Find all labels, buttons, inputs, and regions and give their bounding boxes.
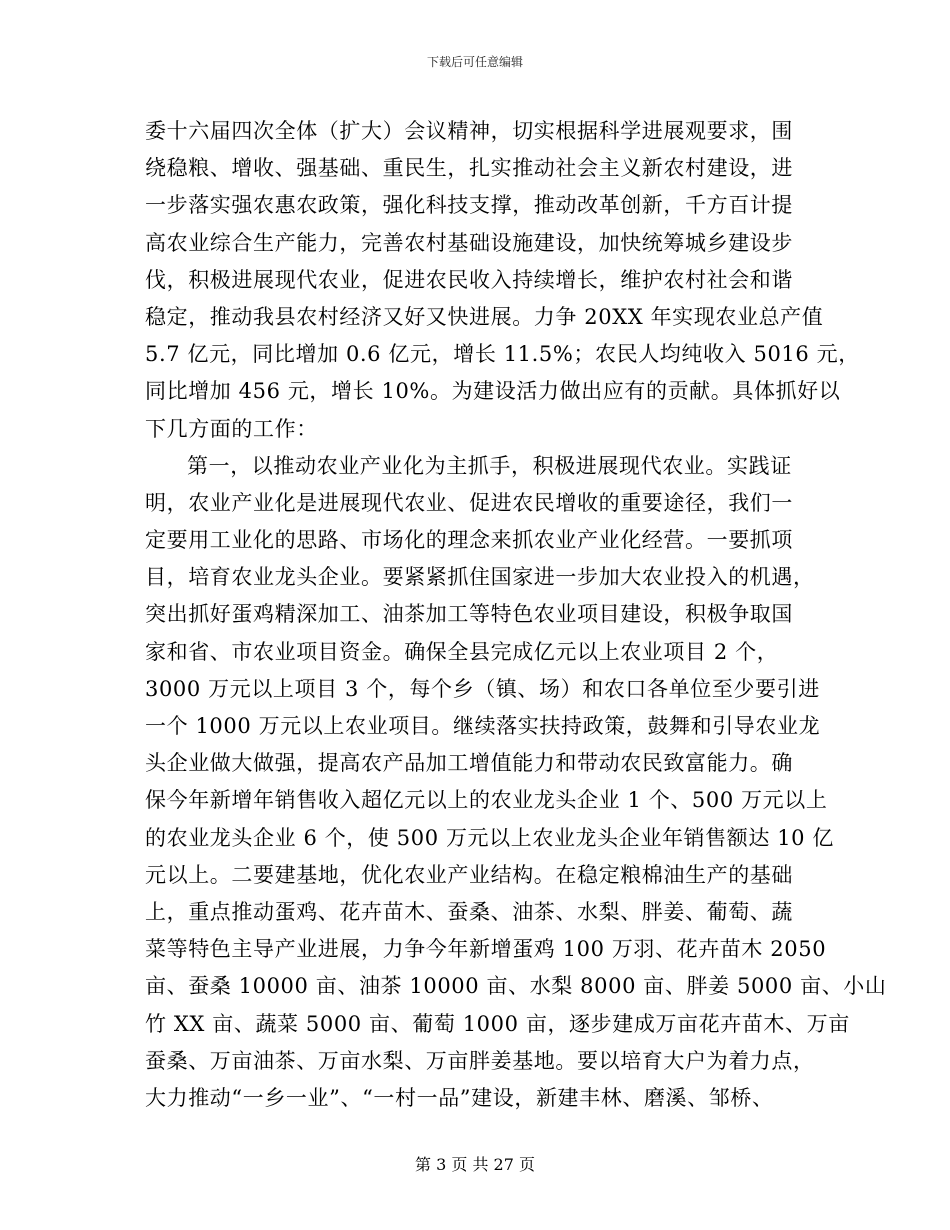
paragraph-first-line: 第一，以推动农业产业化为主抓手，积极进展现代农业。实践证 [187,453,792,478]
text-line: 伐，积极进展现代农业，促进农民收入持续增长，维护农村社会和谐 [145,267,793,292]
text-line: 稳定，推动我县农村经济又好又快进展。力争 20XX 年实现农业总产值 [145,304,824,329]
text-line: 同比增加 456 元，增长 10%。为建设活力做出应有的贡献。具体抓好以 [145,379,841,404]
page-number-footer: 第 3 页 共 27 页 [415,1155,535,1174]
text-line: 保今年新增年销售收入超亿元以上的农业龙头企业 1 个、500 万元以上 [145,788,828,813]
text-line: 一步落实强农惠农政策，强化科技支撑，推动改革创新，千方百计提 [145,193,793,218]
text-line: 元以上。二要建基地，优化农业产业结构。在稳定粮棉油生产的基础 [145,862,793,887]
text-line: 高农业综合生产能力，完善农村基础设施建设，加快统筹城乡建设步 [145,230,793,255]
text-line: 头企业做大做强，提高农产品加工增值能力和带动农民致富能力。确 [145,751,793,776]
text-line: 上，重点推动蛋鸡、花卉苗木、蚕桑、油茶、水梨、胖姜、葡萄、蔬 [145,899,793,924]
text-line: 菜等特色主导产业进展，力争今年新增蛋鸡 100 万羽、花卉苗木 2050 [145,937,827,962]
text-line: 家和省、市农业项目资金。确保全县完成亿元以上农业项目 2 个， [145,639,779,664]
text-line: 委十六届四次全体（扩大）会议精神，切实根据科学进展观要求，围 [145,119,793,143]
text-line: 目，培育农业龙头企业。要紧紧抓住国家进一步加大农业投入的机遇， [145,565,815,590]
text-line: 竹 XX 亩、蔬菜 5000 亩、葡萄 1000 亩，逐步建成万亩花卉苗木、万亩 [145,1011,850,1036]
document-body [145,113,887,1117]
text-line: 大力推动“一乡一业”、“一村一品”建设，新建丰林、磨溪、邹桥、 [145,1085,774,1110]
text-line: 3000 万元以上项目 3 个，每个乡（镇、场）和农口各单位至少要引进 [145,676,820,701]
text-line: 蚕桑、万亩油茶、万亩水梨、万亩胖姜基地。要以培育大户为着力点， [145,1048,815,1073]
text-line: 的农业龙头企业 6 个，使 500 万元以上农业龙头企业年销售额达 10 亿 [145,825,835,850]
text-line: 一个 1000 万元以上农业项目。继续落实扶持政策，鼓舞和引导农业龙 [145,714,821,738]
text-line: 定要用工业化的思路、市场化的理念来抓农业产业化经营。一要抓项 [145,528,793,553]
text-line: 下几方面的工作： [145,416,318,441]
text-line: 绕稳粮、增收、强基础、重民生，扎实推动社会主义新农村建设，进 [145,156,793,181]
text-line: 明，农业产业化是进展现代农业、促进农民增收的重要途径，我们一 [145,490,793,515]
text-line: 亩、蚕桑 10000 亩、油茶 10000 亩、水梨 8000 亩、胖姜 5000 亩、小山 [145,974,887,999]
text-line: 5.7 亿元，同比增加 0.6 亿元，增长 11.5%；农民人均纯收入 5016 元， [145,342,860,367]
page-header: 下载后可任意编辑 [426,55,523,69]
text-line: 突出抓好蛋鸡精深加工、油茶加工等特色农业项目建设，积极争取国 [145,602,793,627]
